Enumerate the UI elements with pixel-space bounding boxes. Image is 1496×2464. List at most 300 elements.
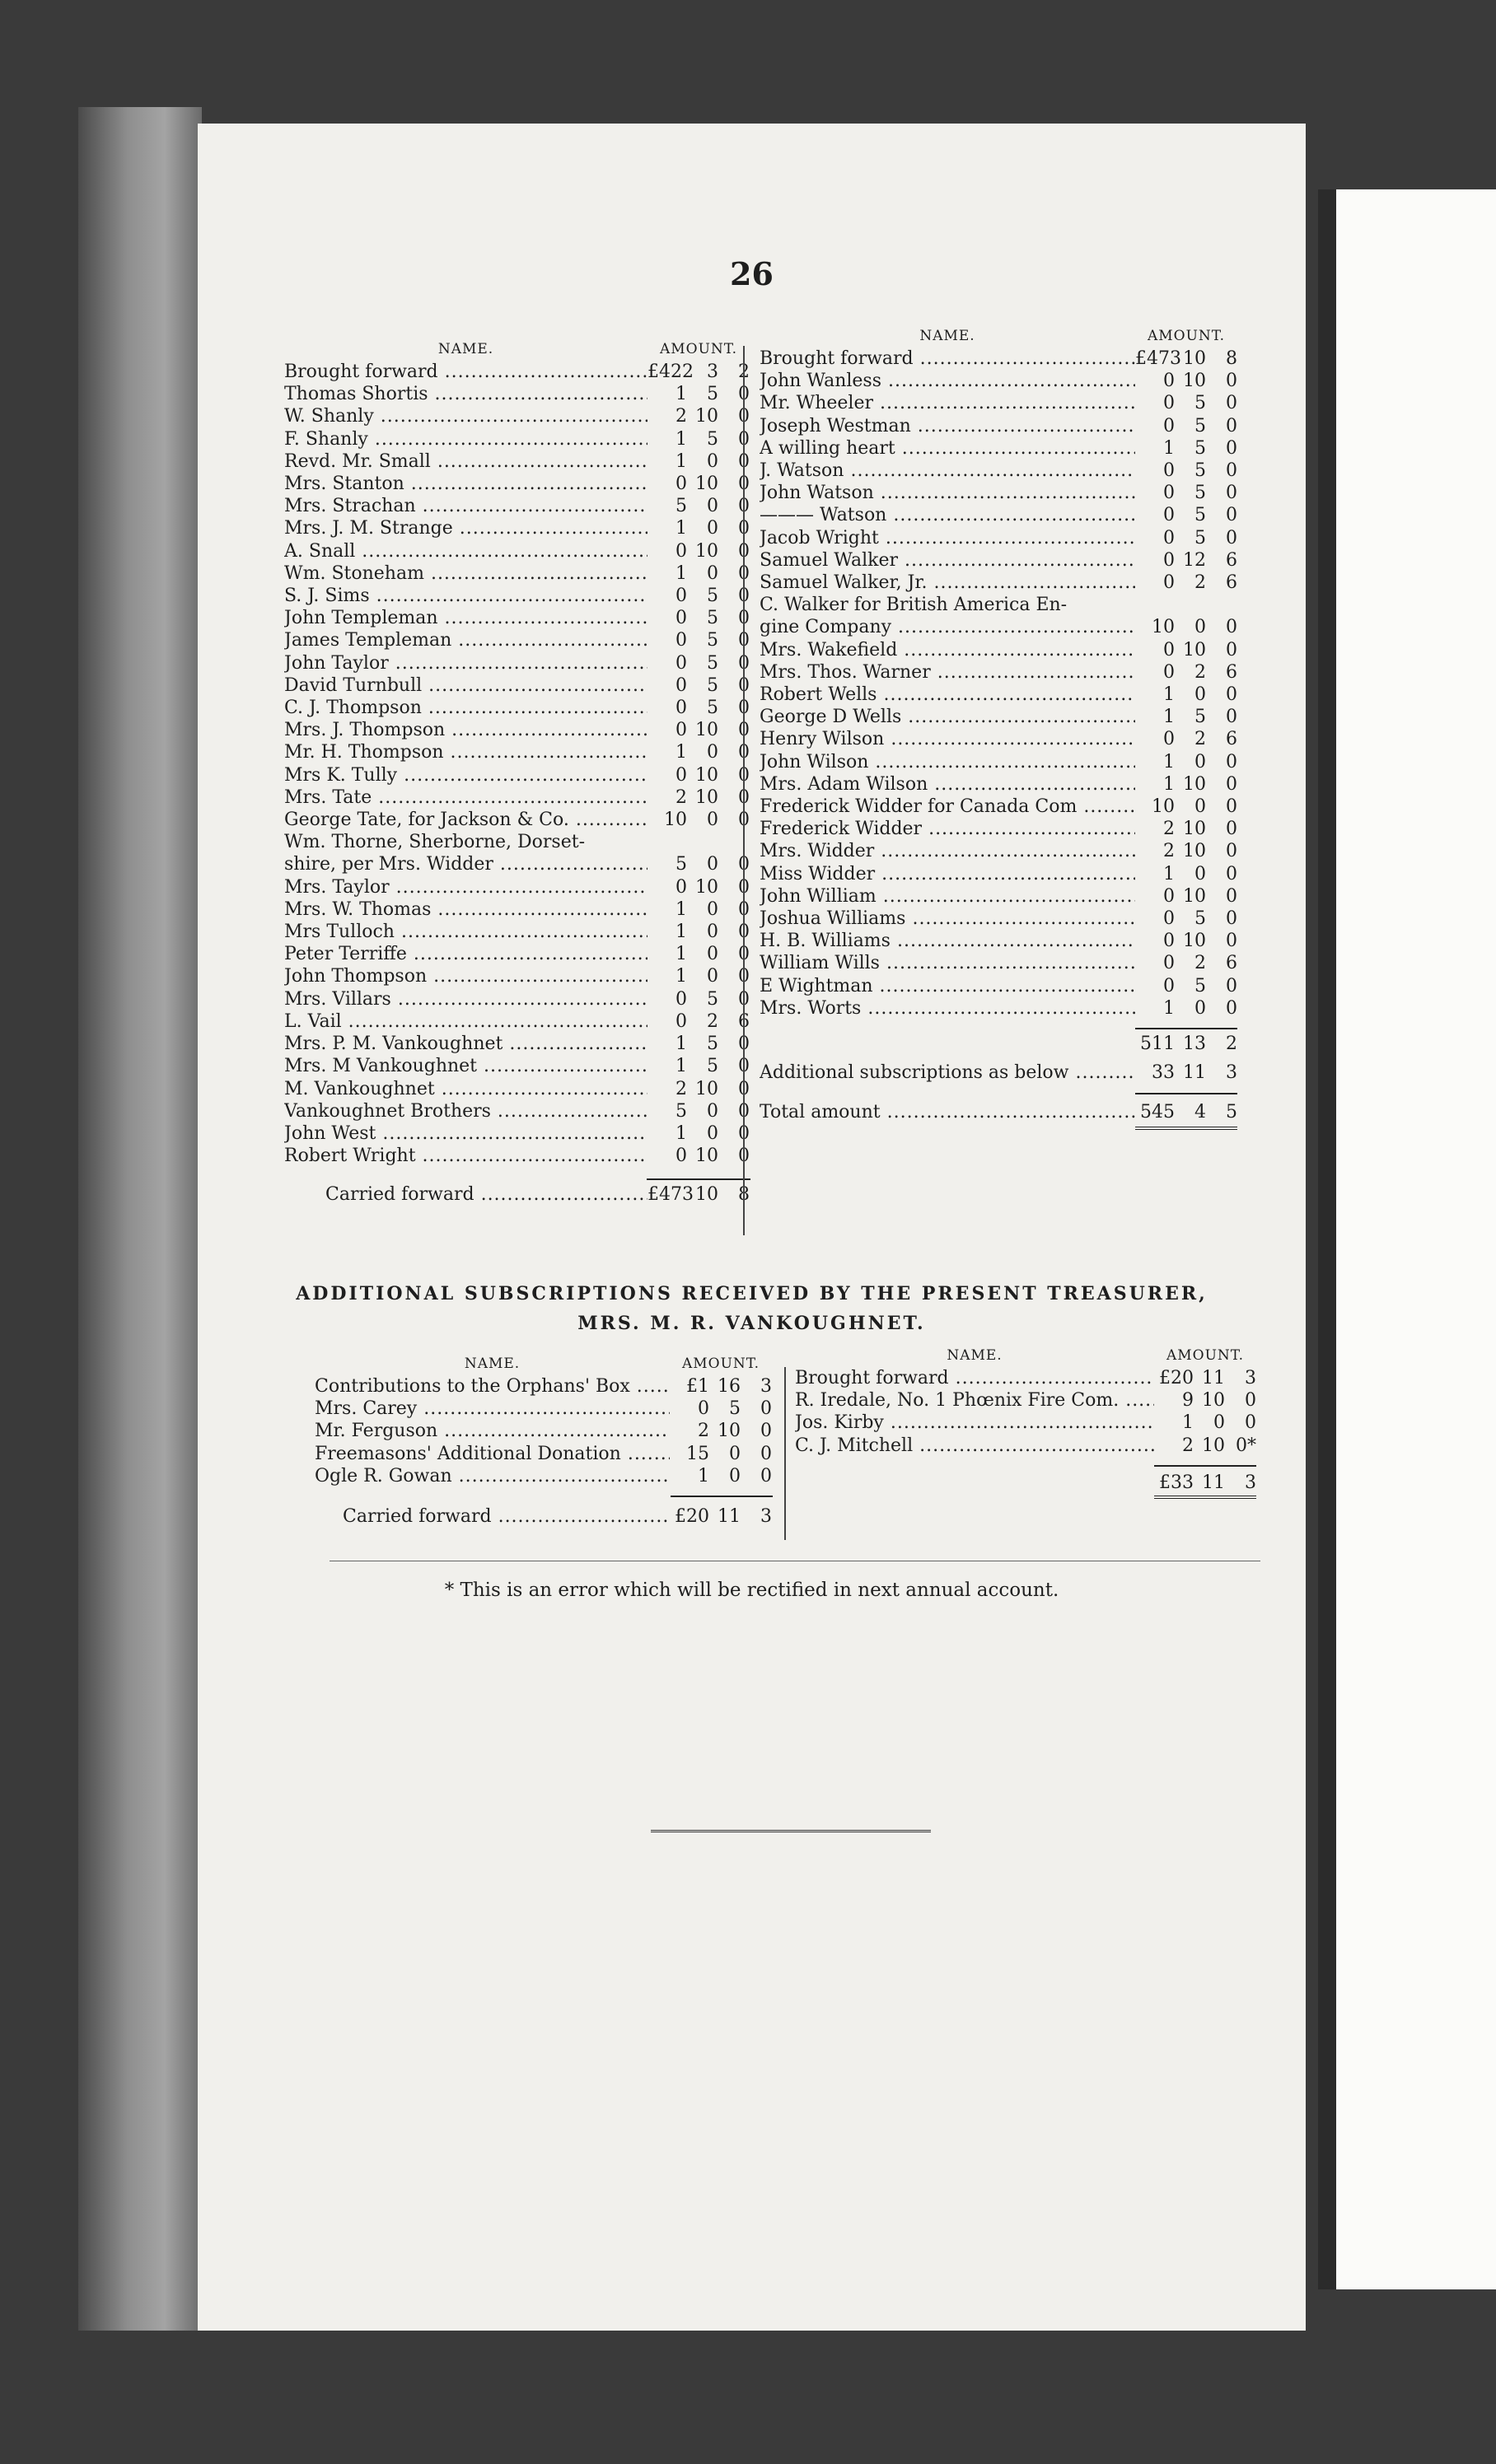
amount-pence: 6 [1226, 572, 1237, 594]
entry-amount [670, 1398, 772, 1420]
subscription-row [760, 460, 1237, 482]
entry-amount [1135, 549, 1237, 572]
facing-page [1318, 189, 1496, 2289]
entry-amount [647, 405, 750, 427]
subscription-row [284, 786, 750, 809]
amount-pounds: 1 [676, 922, 687, 943]
column-header [284, 336, 750, 361]
entry-amount [1135, 348, 1237, 370]
amount-shillings: 10 [1183, 371, 1206, 392]
entry-name: Samuel Walker, Jr. ..... [760, 572, 1135, 594]
name-header: NAME. [464, 1355, 521, 1372]
entry-amount [1135, 863, 1237, 885]
amount-pence: 0 [738, 1146, 750, 1167]
amount-shillings: 10 [1183, 841, 1206, 862]
amount-pounds: 0 [1163, 527, 1175, 548]
entry-amount [1135, 773, 1237, 796]
amount-pence: 0 [1226, 841, 1237, 862]
amount-pounds: 1 [1182, 1412, 1194, 1434]
subscription-row [795, 1367, 1256, 1389]
entry-amount [647, 585, 750, 607]
amount-pounds: 545 [1140, 1101, 1175, 1122]
amount-shillings: 10 [695, 406, 718, 427]
entry-name: C. J. Mitchell ..... [795, 1435, 1154, 1457]
entry-name: Robert Wells ..... [760, 684, 1135, 706]
subscription-row [284, 988, 750, 1010]
subscription-row [760, 863, 1237, 885]
amount-pence: 0 [1226, 751, 1237, 772]
entry-name: Peter Terriffe ..... [284, 943, 647, 965]
amount-pounds: 1 [676, 1034, 687, 1055]
entry-name: Robert Wright ..... [284, 1145, 647, 1167]
amount-pounds: £473 [1135, 348, 1181, 369]
entry-name: Mr. Wheeler ..... [760, 392, 1135, 414]
amount-pence: 0 [738, 966, 750, 987]
subscription-row [284, 562, 750, 585]
entry-amount [647, 786, 750, 809]
entry-amount [670, 1505, 772, 1528]
amount-pounds: 0 [676, 652, 687, 674]
amount-shillings: 0 [707, 854, 718, 875]
entry-amount [647, 540, 750, 562]
subscription-row [284, 719, 750, 741]
entry-amount [1135, 504, 1237, 526]
subscription-row [760, 930, 1237, 952]
entry-amount [1135, 840, 1237, 862]
entry-amount [1135, 796, 1237, 818]
amount-pence: 0 [738, 1078, 750, 1099]
additional-right-column [795, 1342, 1256, 1499]
amount-pence: 0 [1245, 1412, 1256, 1434]
amount-pounds: £1 [686, 1376, 709, 1397]
amount-pounds: 0 [1163, 572, 1175, 594]
amount-pence: 0 [760, 1465, 772, 1486]
amount-pounds: 0 [676, 586, 687, 607]
entry-name: Henry Wilson ..... [760, 728, 1135, 750]
amount-shillings: 10 [1183, 348, 1206, 369]
amount-pounds: 0 [1163, 549, 1175, 571]
subscription-row [760, 952, 1237, 974]
entry-name: William Wills ..... [760, 952, 1135, 974]
entry-name: John Thompson ..... [284, 965, 647, 987]
entry-name: C. J. Thompson ..... [284, 697, 647, 719]
subscription-row [284, 1010, 750, 1033]
entry-name: S. J. Sims ..... [284, 585, 647, 607]
entry-name [760, 1033, 1135, 1055]
amount-shillings: 10 [1202, 1435, 1225, 1456]
amount-pence: 0 [1226, 975, 1237, 996]
entry-amount [1154, 1435, 1256, 1457]
amount-pence: 8 [1226, 348, 1237, 369]
entry-amount [1135, 437, 1237, 460]
subscription-row [760, 728, 1237, 750]
entry-amount [670, 1375, 772, 1398]
subscription-row [284, 607, 750, 629]
subscription-row [284, 943, 750, 965]
amount-shillings: 0 [707, 518, 718, 539]
amount-shillings: 10 [1183, 639, 1206, 660]
amount-pounds: 33 [1152, 1062, 1175, 1084]
amount-shillings: 11 [1183, 1062, 1206, 1084]
subscription-row [760, 840, 1237, 862]
amount-pounds: 0 [1163, 415, 1175, 436]
subscription-row [284, 361, 750, 383]
amount-pence: 0 [738, 898, 750, 920]
amount-pence: 0 [738, 562, 750, 584]
entry-name: Wm. Thorne, Sherborne, Dorset- [284, 832, 586, 853]
amount-pounds: 0 [698, 1398, 709, 1420]
amount-shillings: 5 [1194, 460, 1206, 482]
subscription-row [284, 898, 750, 921]
amount-shillings: 11 [1202, 1472, 1225, 1493]
amount-pounds: 0 [1163, 483, 1175, 504]
amount-pounds: 1 [676, 1056, 687, 1077]
amount-pence: 0 [1226, 617, 1237, 638]
amount-shillings: 5 [707, 608, 718, 629]
amount-pence: 6 [1226, 661, 1237, 683]
amount-pounds: £20 [675, 1506, 709, 1528]
amount-pence: 0 [738, 720, 750, 741]
amount-pence: 3 [1245, 1368, 1256, 1388]
entry-name: John Watson ..... [760, 482, 1135, 504]
amount-pence: 0 [1226, 908, 1237, 930]
subscription-row [760, 594, 1237, 616]
amount-pence: 0 [738, 944, 750, 965]
amount-pounds: £20 [1159, 1368, 1194, 1388]
entry-amount [647, 674, 750, 697]
additional-total-row [795, 1472, 1256, 1494]
amount-pounds: £473 [647, 1184, 694, 1206]
subscription-row [760, 684, 1237, 706]
subscription-row [284, 540, 750, 562]
amount-pence: 6 [738, 1010, 750, 1032]
amount-pounds: £422 [647, 362, 694, 382]
subscription-row [284, 1145, 750, 1167]
amount-pounds: 0 [1163, 729, 1175, 750]
amount-shillings: 10 [718, 1421, 741, 1442]
book-spine [78, 107, 202, 2331]
subscription-row [284, 965, 750, 987]
left-subscription-column [284, 336, 750, 1206]
amount-header: AMOUNT. [1147, 327, 1226, 344]
amount-pence: 0 [738, 786, 750, 808]
subscription-row [760, 818, 1237, 840]
amount-pounds: 0 [1163, 505, 1175, 526]
amount-pence: 6 [1226, 549, 1237, 571]
amount-pounds: 1 [676, 562, 687, 584]
amount-pounds: 2 [676, 406, 687, 427]
amount-pence: 0 [760, 1443, 772, 1464]
entry-amount [1135, 616, 1237, 638]
amount-pounds: 0 [1163, 371, 1175, 392]
entry-amount [1154, 1367, 1256, 1389]
entry-name: Mrs. J. M. Strange ..... [284, 517, 647, 539]
amount-pence: 0 [1226, 527, 1237, 548]
subscription-row [284, 1055, 750, 1077]
page-number: 26 [730, 255, 774, 292]
subscription-row [760, 392, 1237, 414]
amount-pounds: 1 [698, 1465, 709, 1486]
amount-shillings: 0 [1194, 863, 1206, 884]
amount-pounds: 2 [698, 1421, 709, 1442]
entry-amount [1135, 370, 1237, 392]
entry-amount [647, 450, 750, 473]
entry-amount [1135, 1101, 1237, 1123]
amount-shillings: 16 [718, 1376, 741, 1397]
amount-pence: 0 [1226, 505, 1237, 526]
entry-name: James Templeman ..... [284, 629, 647, 651]
amount-pence: 0 [738, 854, 750, 875]
subscription-row [284, 450, 750, 473]
amount-pounds: 5 [676, 854, 687, 875]
entry-name: Mrs. Taylor ..... [284, 876, 647, 898]
amount-pounds [647, 831, 687, 853]
amount-pence [718, 831, 750, 853]
amount-pence: 0* [1236, 1435, 1256, 1456]
entry-amount [1135, 751, 1237, 773]
subscription-row [284, 741, 750, 763]
amount-pounds: 0 [1163, 908, 1175, 930]
amount-pounds: 0 [1163, 460, 1175, 482]
amount-pence: 0 [738, 428, 750, 450]
entry-name: J. Watson ..... [760, 460, 1135, 482]
entry-name: Samuel Walker ..... [760, 549, 1135, 572]
amount-pence: 0 [738, 1100, 750, 1122]
amount-pence: 6 [1226, 953, 1237, 974]
amount-shillings: 10 [695, 1078, 718, 1099]
amount-shillings: 0 [1194, 684, 1206, 706]
subscription-row [284, 921, 750, 943]
amount-pence: 0 [738, 988, 750, 1010]
entry-name: Wm. Stoneham ..... [284, 562, 647, 585]
entry-amount [647, 629, 750, 651]
subscription-row [760, 527, 1237, 549]
entry-amount [647, 1033, 750, 1055]
amount-pence: 0 [738, 876, 750, 898]
entry-name: John Wilson ..... [760, 751, 1135, 773]
column-divider [743, 346, 745, 1235]
amount-pounds: 1 [1163, 751, 1175, 772]
amount-pounds: 1 [676, 898, 687, 920]
entry-amount [647, 1010, 750, 1033]
subscription-row [760, 885, 1237, 908]
amount-pence: 2 [738, 362, 750, 382]
entry-name: F. Shanly ..... [284, 428, 647, 450]
amount-pence: 0 [1226, 684, 1237, 706]
entry-name: Vankoughnet Brothers ..... [284, 1100, 647, 1122]
amount-shillings: 4 [1194, 1101, 1206, 1122]
amount-pence [1206, 594, 1237, 616]
amount-pounds: 1 [676, 742, 687, 763]
amount-pence: 0 [1226, 997, 1237, 1019]
amount-pounds: 2 [1182, 1435, 1194, 1456]
amount-pence: 0 [738, 630, 750, 651]
entry-amount [670, 1443, 772, 1465]
entry-amount [1135, 415, 1237, 437]
amount-shillings: 0 [707, 922, 718, 943]
amount-pence: 0 [738, 764, 750, 786]
subscription-row [760, 975, 1237, 997]
amount-pence: 0 [1226, 460, 1237, 482]
amount-pence: 3 [1226, 1062, 1237, 1084]
entry-amount [647, 361, 750, 383]
amount-pence: 0 [738, 450, 750, 472]
entry-amount [647, 1183, 750, 1206]
entry-amount [1154, 1389, 1256, 1412]
amount-shillings: 0 [707, 1122, 718, 1144]
amount-pounds: 1 [1163, 707, 1175, 728]
entry-name: L. Vail ..... [284, 1010, 647, 1033]
subscription-row [760, 639, 1237, 661]
amount-shillings: 5 [707, 428, 718, 450]
entry-amount [647, 517, 750, 539]
amount-pence: 0 [1226, 371, 1237, 392]
name-header: NAME. [947, 1346, 1003, 1364]
amount-pence: 0 [738, 742, 750, 763]
subscription-row [284, 652, 750, 674]
entry-name: H. B. Williams ..... [760, 930, 1135, 952]
amount-header: AMOUNT. [681, 1355, 760, 1372]
entry-amount [1135, 885, 1237, 908]
entry-amount [1135, 975, 1237, 997]
amount-pounds: 2 [676, 1078, 687, 1099]
additional-left-column [315, 1351, 772, 1528]
amount-pounds: 2 [1163, 841, 1175, 862]
entry-amount [1135, 908, 1237, 930]
entry-amount [647, 495, 750, 517]
subscription-row [284, 473, 750, 495]
subscription-row [795, 1412, 1256, 1434]
entry-name: Jacob Wright ..... [760, 527, 1135, 549]
entry-name: Carried forward ..... [343, 1505, 670, 1528]
amount-pence: 0 [1226, 639, 1237, 660]
subscription-row [760, 661, 1237, 684]
entry-amount [1135, 594, 1237, 616]
subscription-row [315, 1443, 772, 1465]
entry-name: Mrs. Tate ..... [284, 786, 647, 809]
amount-pence: 0 [1226, 819, 1237, 840]
amount-shillings: 0 [1194, 796, 1206, 818]
entry-amount [1135, 460, 1237, 482]
subscription-row [760, 348, 1237, 370]
entry-amount [647, 562, 750, 585]
amount-pence: 2 [1226, 1034, 1237, 1055]
amount-pence: 0 [738, 1034, 750, 1055]
entry-name: C. Walker for British America En- [760, 595, 1068, 616]
amount-pounds: 1 [676, 966, 687, 987]
entry-amount [647, 853, 750, 875]
amount-shillings: 0 [1194, 997, 1206, 1019]
entry-name: Mr. Ferguson ..... [315, 1420, 670, 1442]
amount-pence: 3 [760, 1506, 772, 1528]
entry-amount [647, 607, 750, 629]
entry-amount [647, 697, 750, 719]
amount-shillings: 5 [707, 988, 718, 1010]
subscription-row [760, 796, 1237, 818]
amount-shillings: 5 [729, 1398, 741, 1420]
amount-pence: 0 [738, 518, 750, 539]
amount-pence: 0 [1226, 863, 1237, 884]
amount-shillings: 10 [695, 876, 718, 898]
entry-name: Carried forward ..... [325, 1183, 647, 1206]
amount-shillings: 0 [707, 450, 718, 472]
amount-pounds: 1 [676, 428, 687, 450]
amount-shillings: 5 [707, 384, 718, 405]
amount-shillings: 0 [707, 810, 718, 831]
entry-amount [647, 1145, 750, 1167]
amount-pounds: 1 [676, 518, 687, 539]
amount-pounds: 0 [1163, 639, 1175, 660]
amount-pounds: 511 [1140, 1034, 1175, 1055]
amount-pounds: 0 [1163, 931, 1175, 952]
entry-name: Mrs. Wakefield ..... [760, 639, 1135, 661]
amount-shillings: 5 [1194, 393, 1206, 414]
subscription-row [760, 706, 1237, 728]
entry-name: gine Company ..... [760, 616, 1135, 638]
entry-name: Contributions to the Orphans' Box ..... [315, 1375, 670, 1398]
column-header [760, 323, 1237, 348]
subscription-row [284, 697, 750, 719]
amount-shillings: 10 [695, 1146, 718, 1167]
amount-pounds: 10 [1152, 796, 1175, 818]
amount-pence: 0 [760, 1398, 772, 1420]
entry-name: A willing heart ..... [760, 437, 1135, 460]
entry-name: Mrs K. Tully ..... [284, 764, 647, 786]
name-header: NAME. [919, 327, 975, 344]
amount-pence: 0 [738, 1056, 750, 1077]
amount-shillings: 13 [1183, 1034, 1206, 1055]
entry-amount [1135, 818, 1237, 840]
entry-name: Mrs. M Vankoughnet ..... [284, 1055, 647, 1077]
section-subtitle: MRS. M. R. VANKOUGHNET. [577, 1313, 926, 1334]
amount-shillings: 5 [1194, 975, 1206, 996]
amount-shillings: 11 [1202, 1368, 1225, 1388]
amount-pence: 0 [1226, 773, 1237, 795]
entry-name: Mrs. J. Thompson ..... [284, 719, 647, 741]
amount-pence: 5 [1226, 1101, 1237, 1122]
amount-pence: 0 [1226, 483, 1237, 504]
entry-amount [1135, 1062, 1237, 1084]
entry-amount [647, 1100, 750, 1122]
amount-pounds: 9 [1182, 1390, 1194, 1412]
subscription-row [284, 764, 750, 786]
amount-shillings [1175, 594, 1206, 616]
amount-shillings: 10 [695, 1184, 718, 1206]
amount-shillings: 10 [695, 764, 718, 786]
entry-amount [1135, 392, 1237, 414]
subscription-row [760, 370, 1237, 392]
amount-shillings: 5 [1194, 437, 1206, 459]
amount-pounds: 1 [676, 1122, 687, 1144]
amount-pence: 0 [1226, 796, 1237, 818]
amount-shillings: 5 [1194, 415, 1206, 436]
amount-shillings: 0 [707, 966, 718, 987]
subscription-row [760, 616, 1237, 638]
subscription-row [760, 549, 1237, 572]
subscription-row [315, 1465, 772, 1487]
amount-shillings: 5 [707, 1034, 718, 1055]
entry-name: Additional subscriptions as below ..... [760, 1062, 1135, 1084]
amount-pounds: 0 [676, 988, 687, 1010]
entry-name: shire, per Mrs. Widder ..... [284, 853, 647, 875]
amount-pounds: 0 [1163, 661, 1175, 683]
entry-amount [647, 876, 750, 898]
amount-shillings: 10 [695, 540, 718, 562]
amount-shillings: 10 [1183, 773, 1206, 795]
entry-name: Frederick Widder ..... [760, 818, 1135, 840]
subscription-row [760, 908, 1237, 930]
amount-shillings: 0 [707, 898, 718, 920]
